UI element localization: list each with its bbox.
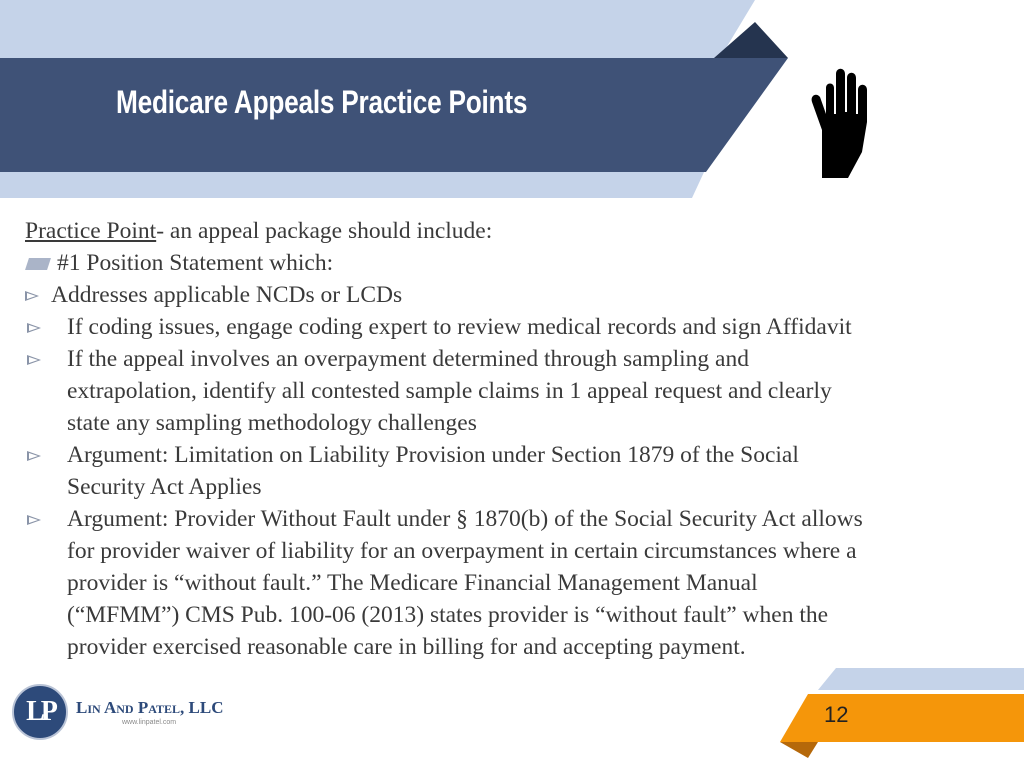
bullet-line: Security Act Applies <box>67 474 262 500</box>
bullet-line: extrapolation, identify all contested sample claims in 1 appeal request and clearly <box>67 378 832 404</box>
level2-text: Addresses applicable NCDs or LCDs <box>51 282 403 308</box>
level1-item <box>25 247 1000 279</box>
slide-title: Medicare Appeals Practice Points <box>116 84 528 120</box>
bullet-item <box>25 439 1000 503</box>
intro-text: - an appeal package should include: <box>156 218 493 244</box>
header-top-light-band <box>0 0 755 58</box>
bullet-line: for provider waiver of liability for an overpayment in certain circumstances where a <box>67 538 857 564</box>
company-logo <box>12 684 252 738</box>
footer-light-band <box>818 668 1024 690</box>
level1-text: #1 Position Statement which: <box>57 250 334 276</box>
bullet-line: state any sampling methodology challenges <box>67 410 477 436</box>
triangle-bullet-icon <box>27 355 41 365</box>
bullet-line: provider is “without fault.” The Medicare Financial Management Manual <box>67 570 758 596</box>
bullet-line: If coding issues, engage coding expert to review medical records and sign Affidavit <box>67 314 852 340</box>
stop-hand-icon <box>804 62 894 182</box>
bullet-line: Argument: Provider Without Fault under § 1870(b) of the Social Security Act allows <box>67 506 863 532</box>
slide-body <box>25 215 1000 663</box>
bullet-item <box>25 343 1000 439</box>
bullet-line: If the appeal involves an overpayment determined through sampling and <box>67 346 749 372</box>
bullet-bar-icon <box>25 258 51 270</box>
bullet-item <box>25 503 1000 663</box>
level2-item <box>25 279 1000 311</box>
page-number: 12 <box>824 702 849 727</box>
intro-line <box>25 215 1000 247</box>
triangle-bullet-icon <box>27 451 41 461</box>
footer-orange-shadow <box>780 742 818 758</box>
bullet-line: (“MFMM”) CMS Pub. 100-06 (2013) states provider is “without fault” when the <box>67 602 829 628</box>
triangle-bullet-icon <box>27 323 41 333</box>
triangle-bullet-icon <box>27 515 41 525</box>
logo-url: www.linpatel.com <box>122 719 177 726</box>
bullet-item <box>25 311 1000 343</box>
bullet-line: provider exercised reasonable care in billing for and accepting payment. <box>67 634 746 660</box>
logo-name: Lin And Patel, LLC <box>76 698 224 717</box>
header-bottom-light-band <box>0 170 705 198</box>
bullet-line: Argument: Limitation on Liability Provision under Section 1879 of the Social <box>67 442 799 468</box>
practice-point-label: Practice Point <box>25 218 157 244</box>
logo-initials: LP <box>12 684 68 740</box>
triangle-bullet-icon <box>25 291 39 301</box>
footer-orange-band <box>780 694 1024 742</box>
